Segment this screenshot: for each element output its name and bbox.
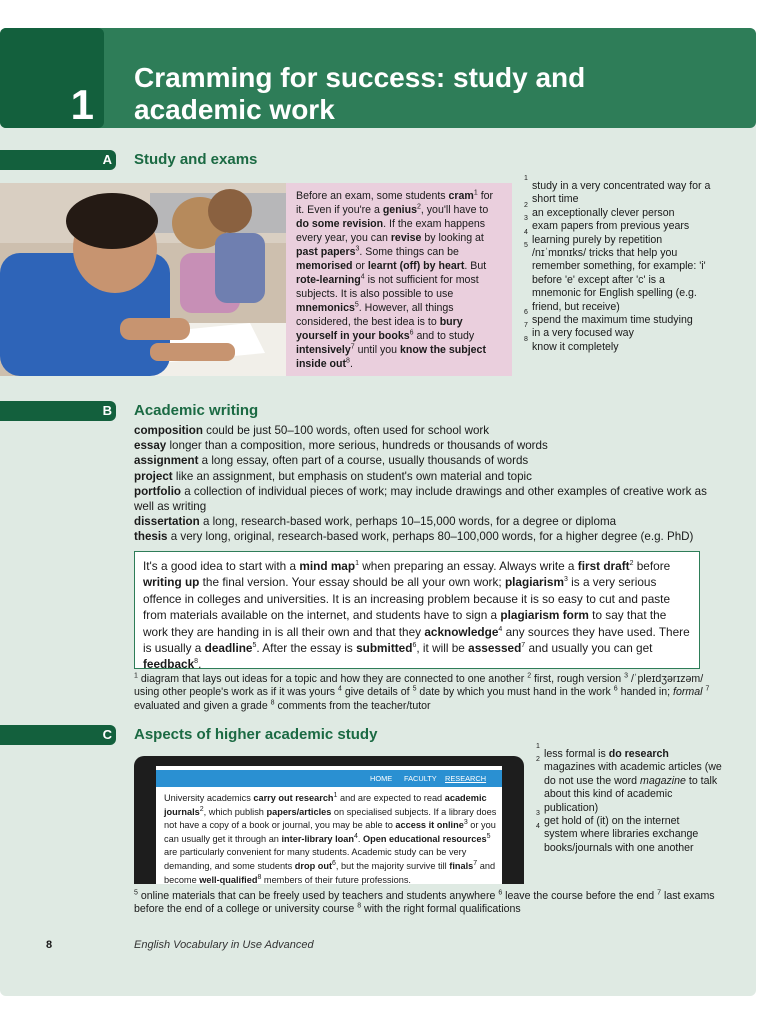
- students-exam-photo: [0, 183, 286, 376]
- definition-item: [134, 423, 724, 438]
- footnote-marker: 6: [613, 685, 618, 693]
- footnote-marker: 8: [346, 357, 350, 365]
- footnote-text: in a very focused way: [532, 327, 634, 340]
- text-run: , but the majority survive till: [335, 860, 450, 871]
- unit-title: Cramming for success: study and academic work: [134, 62, 586, 125]
- text-run: any sources they have used. There is usually a: [143, 624, 690, 656]
- key-term: feedback: [143, 657, 195, 672]
- footnote-marker: 1: [134, 672, 138, 680]
- footnote-item: 3 get hold of (it) on the internet: [536, 810, 680, 828]
- text-run: with the right formal qualifications: [361, 903, 521, 916]
- definition-item: [134, 514, 724, 529]
- definition-term: dissertation: [134, 515, 200, 529]
- key-term: genius: [382, 204, 417, 216]
- section-c-footnotes: [536, 748, 722, 855]
- text-run: for it. Even if you're a: [296, 190, 494, 216]
- footnote-item: 4 system where libraries exchange books/journals with one another: [536, 823, 699, 854]
- text-run: .: [357, 833, 363, 844]
- section-letter: C: [102, 727, 112, 742]
- footnote-marker: 5: [412, 685, 417, 693]
- section-c-notes: [134, 890, 734, 917]
- definition-term: assignment: [134, 454, 199, 468]
- text-run: to say that the work they are handing in is all their own and that they: [143, 608, 667, 639]
- footnote-text: [544, 761, 722, 813]
- text-run: and usually you can get: [525, 641, 653, 656]
- key-term: past papers: [296, 246, 356, 258]
- footnote-marker: 1: [473, 189, 478, 197]
- key-term: learnt (off) by heart: [367, 260, 465, 272]
- footnote-text: [544, 828, 698, 853]
- footnote-marker: 8: [357, 902, 362, 910]
- text-run: . After the essay is: [256, 641, 357, 656]
- footnote-marker: 6: [412, 642, 417, 650]
- key-term: plagiarism: [504, 575, 564, 590]
- text-run: , which publish: [203, 806, 267, 817]
- footnote-marker: 6: [409, 329, 414, 337]
- definition-term: essay: [134, 439, 167, 453]
- text-run: and become: [164, 860, 496, 885]
- text-run: leave the course before the end: [502, 890, 658, 902]
- text-run: when preparing an essay. Always write a: [358, 559, 578, 573]
- footnote-item: [524, 180, 714, 207]
- book-title: English Vocabulary in Use Advanced: [134, 939, 314, 951]
- key-term: academic journals: [164, 793, 487, 817]
- footnote-item: 2 an exceptionally clever person: [524, 201, 675, 219]
- research-article-text: [164, 792, 500, 887]
- text-run: by looking at: [421, 232, 484, 244]
- text-run: members of their future professions.: [261, 874, 411, 885]
- text-run: magazines with academic articles (we do not use the word: [544, 761, 722, 787]
- footnote-text: exam papers from previous years: [532, 220, 690, 233]
- text-run: , you'll have to: [420, 204, 489, 216]
- key-term: assessed: [468, 641, 522, 656]
- nav-home[interactable]: HOME: [370, 774, 393, 783]
- footnote-item: 3 exam papers from previous years: [524, 215, 690, 233]
- footnote-marker: 4: [498, 625, 503, 633]
- page-number: 8: [46, 939, 53, 951]
- definition-term: composition: [134, 424, 203, 437]
- definition-text: a long, research-based work, perhaps 10–15,000 words, for a degree or diploma: [199, 515, 617, 529]
- definition-text: could be just 50–100 words, often used for school work: [202, 424, 490, 437]
- definition-term: thesis: [134, 530, 168, 544]
- footnote-marker: 7: [473, 859, 478, 867]
- text-run: , it will be: [416, 641, 469, 656]
- key-term: access it online: [395, 820, 464, 831]
- text-run: before: [633, 559, 671, 573]
- footnote-marker: 1: [333, 791, 338, 799]
- footnote-item: [536, 748, 722, 761]
- essay-text-box: [134, 551, 700, 672]
- text-run: Before an exam, some students: [296, 190, 449, 202]
- key-term: drop out: [294, 860, 333, 871]
- text-run: and to study: [413, 330, 475, 342]
- key-term: mnemonics: [296, 302, 355, 314]
- footnote-text: /nɪˈmɒnɪks/ tricks that help you remember something, for example: 'i' before 'e' except after 'c' is a mnemonic for English spelling (e.g. friend, but receive): [532, 247, 706, 313]
- key-term: papers/articles: [266, 806, 332, 817]
- footnote-item: 6 spend the maximum time studying: [524, 309, 693, 327]
- section-c-tab: [0, 725, 116, 745]
- footnote-text: study in a very concentrated way for a short time: [532, 180, 711, 206]
- definition-text: a long essay, often part of a course, usually thousands of words: [198, 454, 529, 468]
- text-run: get hold of (it) on the internet: [544, 815, 680, 828]
- section-a-footnotes: [524, 180, 714, 354]
- key-term: deadline: [204, 641, 253, 656]
- section-letter: B: [102, 403, 112, 418]
- definition-text: like an assignment, but emphasis on student's own material and topic: [172, 469, 532, 483]
- text-run: . Some things can be: [359, 246, 459, 258]
- key-term: intensively: [296, 344, 351, 356]
- section-b-tab: [0, 401, 116, 421]
- text-run: or: [352, 260, 368, 272]
- definition-text: a very long, original, research-based work, perhaps 80–100,000 words, for a higher degree (e.g. PhD): [167, 530, 694, 544]
- text-run: comments from the teacher/tutor: [274, 699, 431, 712]
- key-term: writing up: [143, 575, 200, 590]
- section-a-tab: [0, 150, 116, 170]
- footnote-item: 8 know it completely: [524, 335, 619, 353]
- text-run: are particularly convenient for many students. Academic study can be very demanding, and some students: [164, 847, 467, 871]
- unit-number-box: [0, 28, 104, 128]
- key-term: memorised: [296, 260, 353, 272]
- unit-number: 1: [70, 81, 94, 128]
- text-run: . However, all things considered, the best idea is to: [296, 302, 454, 328]
- section-c-title: Aspects of higher academic study: [134, 726, 378, 743]
- text-run: /ˈpleɪdʒərɪzəm/ using other people's work as if it was yours: [134, 673, 704, 699]
- text-run: . If the exam happens every year, you can: [296, 218, 486, 244]
- text-run: on specialised subjects. If a library does not have a copy of a book or journal, you may be able to: [164, 806, 497, 831]
- key-term: do research: [608, 748, 669, 760]
- text-run: It's a good idea to start with a: [143, 559, 300, 573]
- footnote-marker: 6: [332, 859, 336, 867]
- footnote-marker: 4: [353, 832, 358, 840]
- footnote-marker: 2: [629, 560, 634, 568]
- text-run: system where libraries exchange books/journals with one another: [544, 828, 699, 854]
- footnote-marker: 8: [257, 873, 262, 881]
- text-run: to talk about this kind of academic publication): [544, 774, 718, 814]
- text-run: University academics: [164, 793, 254, 803]
- footnote-item: 2 magazines with academic articles (we do not use the word magazine to talk about this kind of academic publication): [536, 756, 722, 814]
- study-exams-text: [286, 183, 512, 376]
- text-run: evaluated and given a grade: [134, 699, 271, 712]
- footnote-marker: 2: [527, 672, 532, 680]
- nav-research[interactable]: RESEARCH: [445, 774, 487, 783]
- text-run: handed in;: [617, 686, 674, 699]
- tablet-device: [134, 756, 524, 884]
- text-run: the final version. Your essay should be all your own work;: [199, 575, 505, 590]
- website-nav-bar: [156, 770, 502, 787]
- definition-item: [134, 484, 724, 514]
- key-term: well-qualified: [199, 874, 258, 885]
- footnote-item: 5 /nɪˈmɒnɪks/ tricks that help you remember something, for example: 'i' before 'e' except after 'c' is a mnemonic for English spelling (e.g. friend, but receive): [524, 242, 706, 313]
- footnote-marker: 7: [350, 343, 355, 351]
- footnote-text: learning purely by repetition: [532, 233, 663, 246]
- footnote-marker: 8: [194, 658, 199, 666]
- definition-text: a collection of individual pieces of work; may include drawings and other examples of creative work as well as writing: [134, 484, 707, 514]
- footnote-marker: 3: [355, 245, 360, 253]
- key-term: Open educational resources: [363, 833, 487, 844]
- key-term: finals: [449, 860, 474, 871]
- key-term: mind map: [299, 559, 356, 573]
- key-term: inter-library loan: [281, 833, 354, 844]
- section-letter: A: [102, 152, 112, 167]
- section-b-footnotes: [134, 673, 724, 713]
- footnote-marker: 6: [498, 889, 503, 897]
- footnote-marker: 5: [354, 301, 359, 309]
- text-run: date by which you must hand in the work: [416, 686, 614, 699]
- text-run: is not sufficient for most subjects. It is also possible to use: [296, 274, 479, 300]
- italic-text: magazine: [640, 774, 686, 787]
- text-run: until you: [354, 344, 401, 356]
- text-run: less formal is: [544, 748, 609, 760]
- footnote-marker: 3: [463, 819, 468, 827]
- section-a-title: Study and exams: [134, 151, 258, 168]
- definition-item: [134, 453, 724, 468]
- definition-text: longer than a composition, more serious, hundreds or thousands of words: [166, 439, 548, 453]
- footnote-marker: 2: [416, 203, 421, 211]
- definition-item: [134, 469, 724, 484]
- definition-item: [134, 438, 724, 453]
- definition-term: project: [134, 469, 173, 483]
- key-term: plagiarism form: [500, 608, 589, 623]
- key-term: do some revision: [296, 218, 384, 230]
- footnote-item: 7 in a very focused way: [524, 322, 634, 340]
- footnote-marker: 5: [486, 832, 491, 840]
- footnote-marker: 3: [563, 576, 568, 584]
- text-run: . But: [464, 260, 487, 272]
- italic-text: formal: [673, 686, 703, 699]
- text-run: last exams before the end of a college or university course: [134, 890, 715, 916]
- footnote-marker: 5: [252, 642, 257, 650]
- definition-item: [134, 529, 724, 544]
- section-b-title: Academic writing: [134, 402, 259, 419]
- footnote-marker: 7: [657, 889, 662, 897]
- footnote-marker: 7: [521, 642, 526, 650]
- footnote-marker: 4: [360, 273, 365, 281]
- text-run: give details of: [341, 686, 413, 699]
- footnote-marker: 4: [338, 685, 342, 693]
- text-run: diagram that lays out ideas for a topic and how they are connected to one another: [137, 673, 528, 685]
- text-run: .: [349, 358, 353, 370]
- key-term: acknowledge: [424, 624, 499, 639]
- key-term: rote-learning: [296, 274, 361, 286]
- key-term: first draft: [577, 559, 630, 573]
- footnote-text: spend the maximum time studying: [532, 314, 693, 327]
- text-run: first, rough version: [531, 673, 625, 685]
- text-run: is a very serious offence in colleges and universities. It is an increasing problem because it is so easy to cut and paste from materials available on the internet, and students have to sign a: [143, 575, 671, 623]
- text-run: .: [198, 657, 202, 672]
- tablet-screen: [156, 766, 502, 884]
- footnote-marker: 1: [355, 560, 359, 568]
- text-run: or you can usually get it through an: [164, 820, 496, 844]
- footnote-text: [544, 815, 679, 827]
- key-term: carry out research: [253, 793, 334, 803]
- text-run: online materials that can be freely used by teachers and students anywhere: [137, 890, 499, 902]
- key-term: cram: [448, 190, 474, 202]
- footnote-item: 4 learning purely by repetition: [524, 228, 663, 246]
- footnote-text: know it completely: [532, 340, 619, 353]
- key-term: bury yourself in your books: [296, 316, 463, 342]
- text-run: and are expected to read: [337, 793, 445, 803]
- footnote-text: an exceptionally clever person: [532, 206, 675, 219]
- definition-term: portfolio: [134, 484, 182, 498]
- key-term: revise: [390, 232, 422, 244]
- footnote-marker: 7: [705, 685, 710, 693]
- footnote-marker: 3: [624, 672, 629, 680]
- nav-faculty[interactable]: FACULTY: [404, 774, 437, 783]
- academic-writing-definitions: [134, 423, 724, 545]
- key-term: know the subject inside out: [296, 344, 486, 370]
- footnote-marker: 8: [270, 699, 275, 707]
- footnote-text: [544, 748, 669, 760]
- photo-illustration: [0, 183, 286, 376]
- footnote-marker: 2: [199, 805, 204, 813]
- key-term: submitted: [356, 641, 413, 656]
- footnote-marker: 5: [134, 889, 138, 897]
